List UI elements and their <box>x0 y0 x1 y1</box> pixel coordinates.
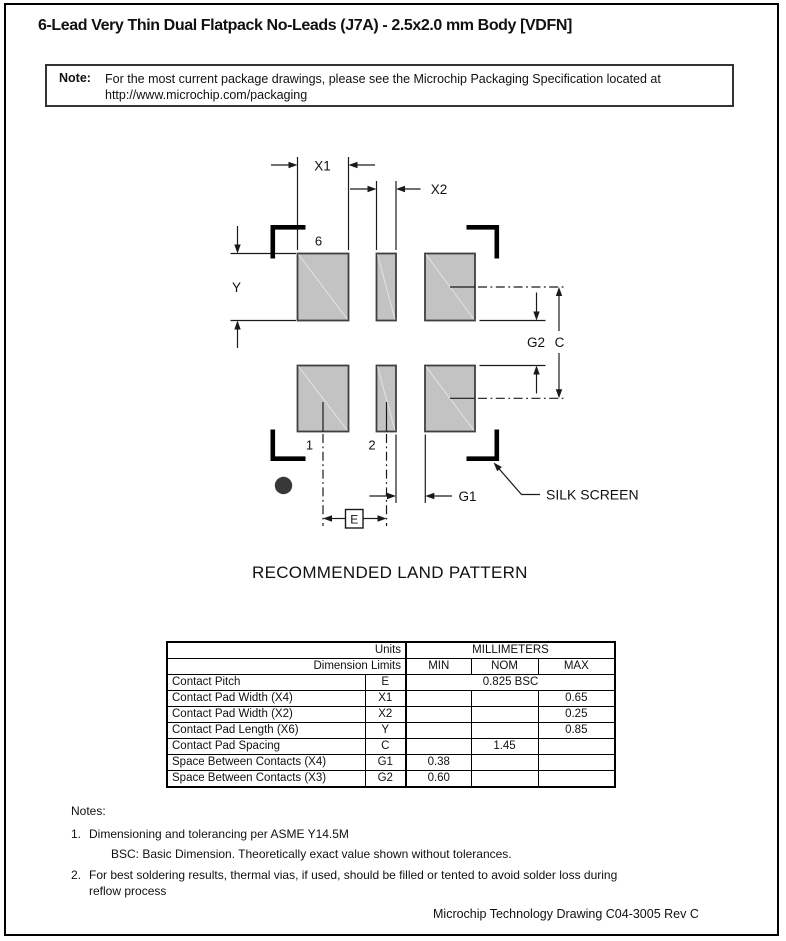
dimension-g2 <box>480 293 546 394</box>
min-cell <box>406 691 471 707</box>
nom-cell <box>471 755 538 771</box>
max-cell <box>538 739 615 755</box>
dimension-label-g2: G2 <box>526 335 546 350</box>
table-header-row-units <box>167 642 615 659</box>
pin-label-6: 6 <box>314 233 323 249</box>
units-value-cell: MILLIMETERS <box>406 642 615 659</box>
min-cell: 0.38 <box>406 755 471 771</box>
dimension-x2 <box>350 181 447 250</box>
dimension-symbol-cell: Y <box>365 723 406 739</box>
note-2-text: For best soldering results, thermal vias, if used, should be filled or tented to avoid solder loss during reflow process <box>89 868 618 898</box>
note-line1: For the most current package drawings, please see the Microchip Packaging Specification located at <box>105 72 661 86</box>
note-number: 1. <box>71 827 82 841</box>
dimension-e <box>323 510 387 529</box>
silk-screen-label: SILK SCREEN <box>546 486 639 503</box>
dimension-name-cell: Contact Pad Spacing <box>167 739 365 755</box>
dimension-name-cell: Contact Pad Length (X6) <box>167 723 365 739</box>
min-cell <box>406 723 471 739</box>
arrowhead-icon <box>533 366 539 375</box>
arrowhead-icon <box>323 515 332 521</box>
notes-heading: Notes: <box>71 804 106 818</box>
land-pattern-drawing <box>150 140 666 545</box>
dimension-label-y: Y <box>231 280 242 295</box>
dimension-x1 <box>271 157 375 250</box>
dimension-y <box>231 226 297 348</box>
note-line2: http://www.microchip.com/packaging <box>105 88 308 102</box>
silk-screen-corner-bottom-left <box>273 430 306 459</box>
arrowhead-icon <box>368 186 377 192</box>
max-cell <box>538 755 615 771</box>
nom-cell <box>471 771 538 788</box>
max-cell: 0.25 <box>538 707 615 723</box>
silk-screen-leader <box>494 463 639 503</box>
arrowhead-icon <box>349 162 358 168</box>
table-header-row-limits <box>167 659 615 675</box>
dimension-symbol-cell: X2 <box>365 707 406 723</box>
max-cell: 0.85 <box>538 723 615 739</box>
nom-cell <box>471 691 538 707</box>
table-row <box>167 755 615 771</box>
dimension-name-cell: Space Between Contacts (X3) <box>167 771 365 788</box>
notes-section <box>71 803 636 899</box>
silk-screen-corner-bottom-right <box>467 430 497 459</box>
table-row <box>167 739 615 755</box>
dimension-g1 <box>370 435 477 505</box>
dimension-name-cell: Contact Pitch <box>167 675 365 691</box>
dimension-label-c: C <box>554 335 565 350</box>
units-label-cell: Units <box>167 642 406 659</box>
note-1-text: Dimensioning and tolerancing per ASME Y14.5M <box>89 827 349 841</box>
dimension-c <box>555 287 565 398</box>
note-1-subtext: BSC: Basic Dimension. Theoretically exact value shown without tolerances. <box>111 847 512 861</box>
note-item-1 <box>71 826 636 862</box>
dimension-label-e: E <box>350 512 359 527</box>
max-cell: 0.65 <box>538 691 615 707</box>
arrowhead-icon <box>533 312 539 321</box>
dimension-name-cell: Space Between Contacts (X4) <box>167 755 365 771</box>
dimension-label-g1: G1 <box>458 489 477 504</box>
table-row <box>167 691 615 707</box>
arrowhead-icon <box>387 493 396 499</box>
arrowhead-icon <box>396 186 405 192</box>
dimension-label-x1: X1 <box>314 158 331 174</box>
page-title: 6-Lead Very Thin Dual Flatpack No-Leads (J7A) - 2.5x2.0 mm Body [VDFN] <box>38 17 572 34</box>
nom-cell: 1.45 <box>471 739 538 755</box>
arrowhead-icon <box>556 389 562 398</box>
table-row <box>167 723 615 739</box>
arrowhead-icon <box>556 287 562 296</box>
note-item-2 <box>71 867 636 899</box>
table-row <box>167 771 615 788</box>
column-header-nom: NOM <box>471 659 538 675</box>
dimension-symbol-cell: X1 <box>365 691 406 707</box>
note-body <box>89 826 629 862</box>
dimension-symbol-cell: G1 <box>365 755 406 771</box>
pin1-indicator-dot <box>275 477 292 494</box>
nom-cell <box>471 723 538 739</box>
note-number: 2. <box>71 868 82 882</box>
note-text <box>105 71 725 103</box>
arrowhead-icon <box>289 162 298 168</box>
column-header-max: MAX <box>538 659 615 675</box>
dimension-symbol-cell: E <box>365 675 406 691</box>
dimension-name-cell: Contact Pad Width (X2) <box>167 707 365 723</box>
dimension-symbol-cell: G2 <box>365 771 406 788</box>
note-box <box>45 64 734 107</box>
dimension-limits-cell: Dimension Limits <box>167 659 406 675</box>
dimension-value-cell: 0.825 BSC <box>406 675 615 691</box>
arrowhead-icon <box>425 493 434 499</box>
min-cell <box>406 707 471 723</box>
table-row <box>167 675 615 691</box>
min-cell: 0.60 <box>406 771 471 788</box>
pin-label-2: 2 <box>368 437 376 453</box>
table-row <box>167 707 615 723</box>
max-cell <box>538 771 615 788</box>
column-header-min: MIN <box>406 659 471 675</box>
dimension-name-cell: Contact Pad Width (X4) <box>167 691 365 707</box>
arrowhead-icon <box>234 245 240 254</box>
footer-drawing-number: Microchip Technology Drawing C04-3005 Rev C <box>433 907 699 921</box>
dimension-label-x2: X2 <box>430 182 448 197</box>
arrowhead-icon <box>378 515 387 521</box>
dimension-symbol-cell: C <box>365 739 406 755</box>
pin-label-1: 1 <box>305 437 314 453</box>
nom-cell <box>471 707 538 723</box>
min-cell <box>406 739 471 755</box>
dimension-table <box>166 641 616 788</box>
note-label: Note: <box>59 71 91 85</box>
drawing-caption: RECOMMENDED LAND PATTERN <box>252 563 528 582</box>
arrowhead-icon <box>234 321 240 330</box>
